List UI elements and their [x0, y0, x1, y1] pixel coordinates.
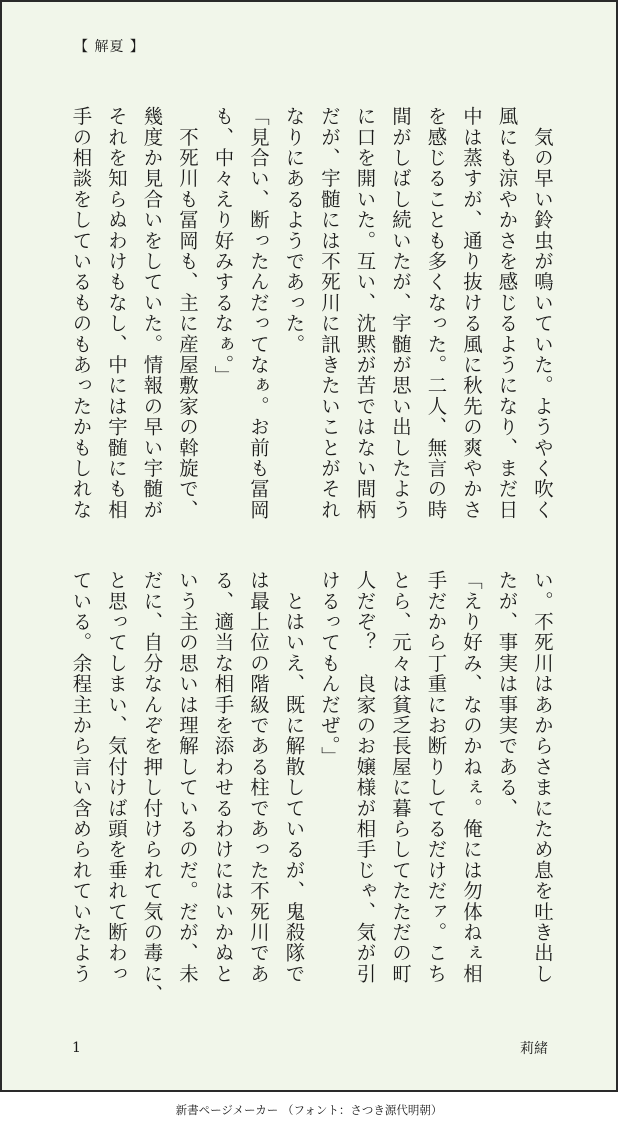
text-line: 気の早い鈴虫が鳴いていた。ようやく吹く [531, 106, 554, 520]
text-line: だが、宇髄には不死川に訊きたいことがそれ [318, 106, 341, 520]
text-line: 風にも涼やかさを感じるようになり、まだ日 [495, 106, 519, 520]
text-line: と思ってしまい、気付けば頭を垂れて断わっ [105, 570, 128, 984]
page-number: 1 [72, 1040, 81, 1056]
upper-text-block [62, 106, 560, 526]
text-line: も、中々えり好みするなぁ。」 [211, 106, 235, 387]
text-line: なりにあるようであった。 [282, 106, 306, 355]
section-title: 【 解夏 】 [74, 39, 145, 55]
text-line: それを知らぬわけもなし、中には宇髄にも相 [105, 106, 128, 520]
text-line: 不死川も冨岡も、主に産屋敷家の斡旋で、 [176, 106, 199, 520]
text-line: る、適当な相手を添わせるわけにはいかぬと [211, 570, 235, 984]
text-line: とら、元々は貧乏長屋に暮らしてたただの町 [389, 570, 412, 984]
author-name: 莉緒 [520, 1041, 548, 1057]
text-line: 手の相談をしているものもあったかもしれな [69, 106, 93, 520]
text-line: を感じることも多くなった。二人、無言の時 [424, 106, 448, 520]
text-line: だに、自分なんぞを押し付けられて気の毒に、 [140, 570, 164, 1005]
text-line: 「見合い、断ったんだってなぁ。お前も冨岡 [247, 106, 270, 520]
text-line: けるってもんだぜ。」 [318, 570, 341, 768]
text-line: いう主の思いは理解しているのだ。だが、未 [176, 570, 199, 984]
lower-text-block [62, 570, 560, 1005]
text-line: に口を開いた。互い、沈黙が苦ではない間柄 [353, 106, 377, 520]
text-line: たが、事実は事実である、 [495, 570, 519, 819]
text-line: ている。余程主から言い含められていたよう [69, 570, 93, 984]
generator-credit: 新書ページメーカー （フォント：さつき源代明朝） [175, 1103, 443, 1117]
text-line: は最上位の階級である柱であった不死川であ [247, 570, 270, 984]
text-line: 人だぞ？ 良家のお嬢様が相手じゃ、気が引 [353, 570, 377, 984]
text-line: 手だから丁重にお断りしてるだけだァ。こち [424, 570, 448, 984]
text-line: 幾度か見合いをしていた。情報の早い宇髄が [140, 106, 164, 520]
text-line: 「えり好み、なのかねぇ。俺には勿体ねぇ相 [460, 570, 483, 984]
text-line: とはいえ、既に解散しているが、鬼殺隊で [282, 570, 306, 984]
text-line: 中は蒸すが、通り抜ける風に秋先の爽やかさ [460, 106, 483, 520]
text-line: い。不死川はあからさまにため息を吐き出し [531, 570, 554, 984]
text-line: 間がしばし続いたが、宇髄が思い出したよう [389, 106, 412, 520]
